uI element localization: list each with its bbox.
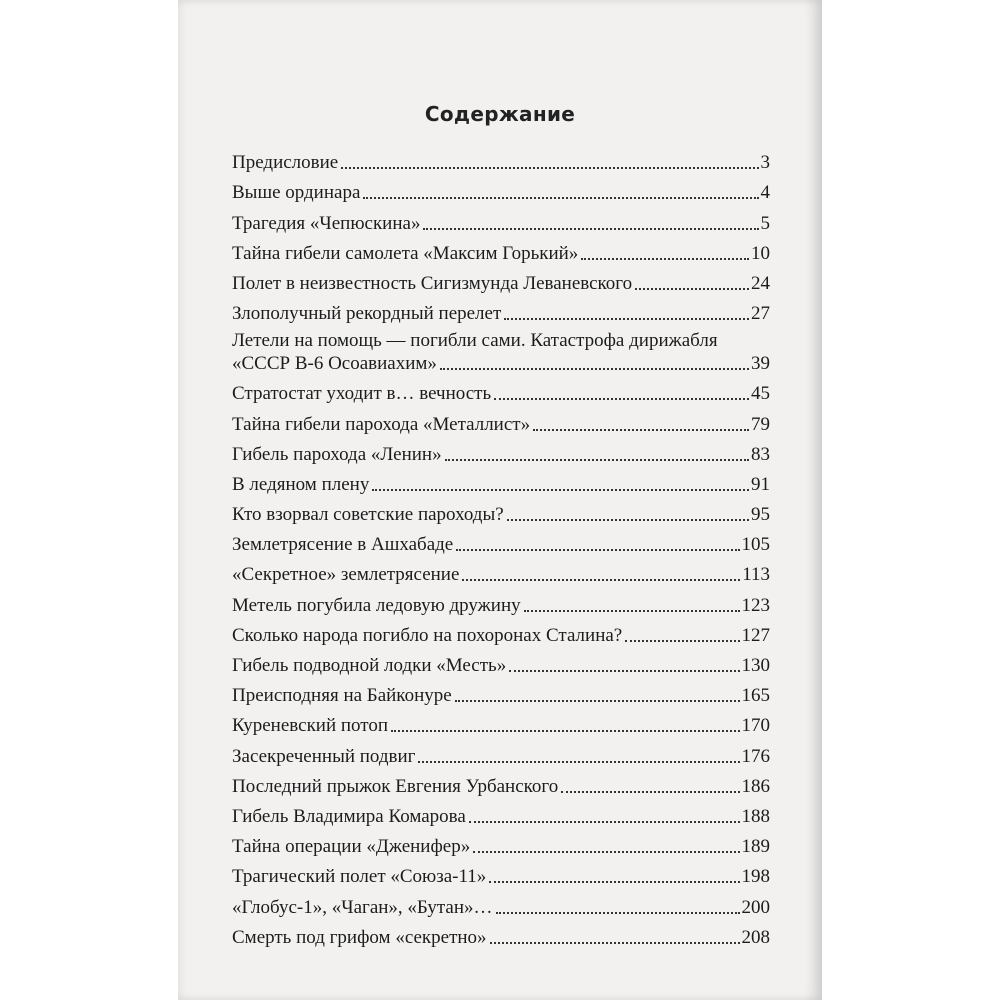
entry-page: 105 xyxy=(741,534,770,556)
entry-title: Тайна операции «Дженифер» xyxy=(232,836,471,858)
entry-page: 165 xyxy=(741,685,770,707)
entry-title: Гибель парохода «Ленин» xyxy=(232,443,442,465)
dot-leader xyxy=(456,549,739,551)
entry-title: Тайна гибели парохода «Металлист» xyxy=(232,413,531,435)
entry-title: Сколько народа погибло на похоронах Сталина? xyxy=(232,624,623,646)
dot-leader xyxy=(445,459,749,461)
dot-leader xyxy=(625,640,739,642)
dot-leader xyxy=(561,791,739,793)
entry-page: 83 xyxy=(751,443,770,465)
book-page xyxy=(178,0,822,1000)
entry-page: 3 xyxy=(760,152,770,174)
entry-page: 5 xyxy=(760,212,770,234)
dot-leader xyxy=(372,489,749,491)
dot-leader xyxy=(473,851,739,853)
dot-leader xyxy=(581,258,749,260)
toc-entry xyxy=(232,466,770,496)
entry-title: Предисловие xyxy=(232,152,339,174)
table-of-contents xyxy=(232,144,770,949)
entry-page: 45 xyxy=(751,383,770,405)
entry-page: 79 xyxy=(751,413,770,435)
dot-leader xyxy=(391,730,739,732)
entry-page: 123 xyxy=(741,594,770,616)
page-title: Содержание xyxy=(424,102,576,126)
toc-entry xyxy=(232,174,770,204)
toc-entry xyxy=(232,295,770,325)
entry-title: Гибель Владимира Комарова xyxy=(232,805,466,827)
dot-leader xyxy=(635,288,749,290)
toc-entry xyxy=(232,436,770,466)
entry-page: 208 xyxy=(741,926,770,948)
dot-leader xyxy=(509,670,739,672)
entry-title: Гибель подводной лодки «Месть» xyxy=(232,655,507,676)
dot-leader xyxy=(341,167,758,169)
entry-title: Куреневский потоп xyxy=(232,715,389,737)
dot-leader xyxy=(440,368,749,370)
toc-entry xyxy=(232,144,770,174)
entry-title: Засекреченный подвиг xyxy=(232,745,416,767)
toc-entry xyxy=(232,768,770,798)
dot-leader xyxy=(418,761,739,763)
toc-entry xyxy=(232,919,770,949)
toc-entry xyxy=(232,888,770,918)
dot-leader xyxy=(489,881,739,883)
entry-page: 200 xyxy=(741,896,770,918)
entry-title: Тайна гибели самолета «Максим Горький» xyxy=(232,242,579,264)
toc-entry xyxy=(232,647,770,677)
toc-entry xyxy=(232,496,770,526)
entry-page: 27 xyxy=(751,303,770,325)
dot-leader xyxy=(507,519,749,521)
entry-page: 130 xyxy=(741,655,770,676)
entry-title: Метель погубила ледовую дружину xyxy=(232,594,521,616)
entry-page: 10 xyxy=(751,242,770,264)
entry-page: 189 xyxy=(741,836,770,858)
entry-title: «СССР В-6 Осоавиахим» xyxy=(232,353,437,375)
dot-leader xyxy=(504,318,749,320)
toc-entry xyxy=(232,526,770,556)
toc-entry xyxy=(232,737,770,767)
dot-leader xyxy=(363,197,758,199)
toc-entry xyxy=(232,858,770,888)
entry-title: Смерть под грифом «секретно» xyxy=(232,926,487,948)
entry-title: Выше ординара xyxy=(232,182,361,204)
entry-title: В ледяном плену xyxy=(232,473,370,495)
entry-title: Преисподняя на Байконуре xyxy=(232,685,452,707)
dot-leader xyxy=(455,700,740,702)
entry-title: Полет в неизвестность Сигизмунда Леваневского xyxy=(232,272,633,294)
dot-leader xyxy=(490,942,740,944)
entry-title-line1: Летели на помощь — погибли сами. Катастрофа дирижабля xyxy=(232,330,718,352)
entry-title: Кто взорвал советские пароходы? xyxy=(232,504,504,526)
toc-entry xyxy=(232,375,770,405)
dot-leader xyxy=(524,610,740,612)
entry-page: 113 xyxy=(742,564,770,586)
toc-entry xyxy=(232,556,770,586)
toc-entry xyxy=(232,204,770,234)
entry-page: 198 xyxy=(741,866,770,888)
toc-entry xyxy=(232,828,770,858)
entry-title: Последний прыжок Евгения Урбанского xyxy=(232,775,559,797)
entry-page: 170 xyxy=(741,715,770,737)
entry-title: Злополучный рекордный перелет xyxy=(232,303,502,325)
entry-page: 186 xyxy=(741,775,770,797)
entry-title: Стратостат уходит в… вечность xyxy=(232,383,492,405)
entry-page: 91 xyxy=(751,473,770,495)
toc-entry xyxy=(232,586,770,616)
dot-leader xyxy=(462,579,740,581)
entry-page: 39 xyxy=(751,353,770,375)
entry-row xyxy=(232,353,770,375)
toc-entry xyxy=(232,617,770,647)
entry-page: 188 xyxy=(741,805,770,827)
dot-leader xyxy=(423,228,758,230)
entry-page: 127 xyxy=(741,624,770,646)
entry-title: «Глобус-1», «Чаган», «Бутан»… xyxy=(232,896,493,918)
dot-leader xyxy=(533,429,749,431)
entry-title: «Секретное» землетрясение xyxy=(232,564,460,586)
entry-title: Трагедия «Чепюскина» xyxy=(232,212,421,234)
entry-page: 95 xyxy=(751,504,770,526)
dot-leader xyxy=(494,398,749,400)
toc-entry xyxy=(232,235,770,265)
dot-leader xyxy=(496,912,740,914)
toc-entry xyxy=(232,677,770,707)
entry-title: Трагический полет «Союза-11» xyxy=(232,866,487,888)
toc-entry xyxy=(232,798,770,828)
entry-page: 4 xyxy=(760,182,770,204)
toc-entry xyxy=(232,707,770,737)
toc-entry xyxy=(232,405,770,435)
entry-title: Землетрясение в Ашхабаде xyxy=(232,534,454,556)
dot-leader xyxy=(469,821,740,823)
entry-page: 24 xyxy=(751,272,770,294)
toc-entry xyxy=(232,325,770,375)
toc-entry xyxy=(232,265,770,295)
entry-page: 176 xyxy=(741,745,770,767)
